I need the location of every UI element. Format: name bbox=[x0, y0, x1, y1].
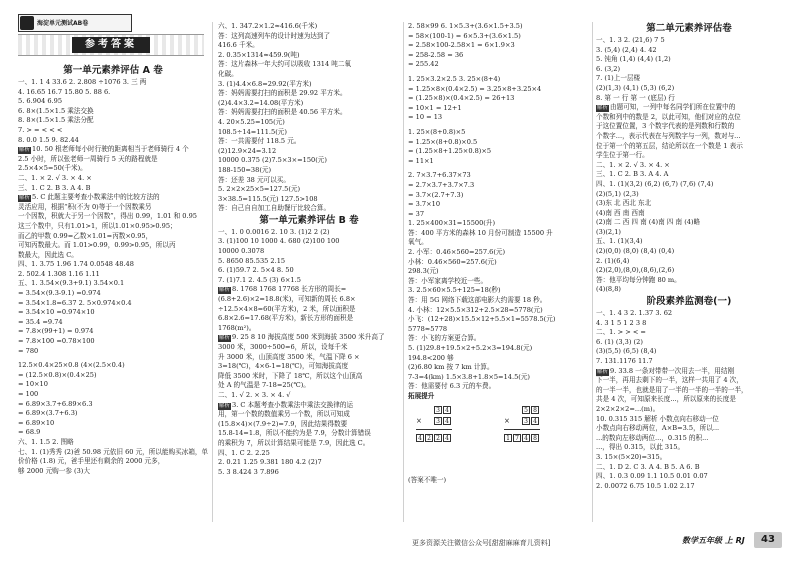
answer-line: 学生位于第一行。 bbox=[596, 151, 649, 160]
answer-line: 五、1. (1)(3,4) bbox=[596, 237, 643, 246]
answer-line: 188-150=38(元) bbox=[218, 165, 272, 174]
answer-text: 9. 33.8 一条对带带一次用去一半，用结刚 bbox=[610, 366, 735, 375]
answer-line: 一、1. 1 4 33.6 2. 2.808 ÷1076 3. 三 两 bbox=[18, 78, 147, 86]
answer-line: 七、1. (1)秀秀 (2)爸 50.98 元依旧 60 元，所以能购买冰箱，单 bbox=[18, 447, 208, 456]
answer-line: 可知丙数最大。而 1.01>0.99，0.99>0.95，所以丙 bbox=[18, 241, 176, 250]
answer-line: 2×2×2×2=...(m)。 bbox=[596, 404, 660, 413]
column-divider bbox=[403, 22, 404, 522]
answer-line: 五、1. 3.54×(9.3+9.1) 3.54×0.1 bbox=[18, 279, 125, 288]
puzzle-cell: 4 bbox=[416, 434, 424, 442]
answer-line: 10000 0.3078 bbox=[218, 247, 265, 256]
brand-name: 海淀单元测试AB卷 bbox=[37, 20, 89, 27]
answer-line: = (1.25×8+1.25×0.8)×5 bbox=[408, 147, 492, 156]
answer-line: = (1.25×8)×(0.4×2.5) = 26+13 bbox=[408, 94, 515, 103]
section-title: 第一单元素养评估 B 卷 bbox=[259, 214, 359, 226]
answer-line: 用，第一个数的数值乘另一个数，所以可知成 bbox=[218, 410, 350, 419]
answer-line: 四、1. 0.3 0.09 1.1 10.5 0.01 0.07 bbox=[596, 472, 708, 481]
answer-line: 3. (1)4.4×6.8=29.92(平方米) bbox=[218, 79, 312, 88]
puzzle-cell: 8 bbox=[531, 406, 539, 414]
answer-line: 416.6 千米。 bbox=[218, 41, 259, 50]
answer-line: 8. 8×(1.5×1.5 乘法分配 bbox=[18, 116, 94, 125]
answer-line: 5. (1)29.8+19.5×2+5.2×3=194.8(元) bbox=[408, 344, 533, 352]
answer-line: 答：这片森林一年大约可以吸收 1314 吨二氧 bbox=[218, 60, 352, 69]
answer-line: (2)(1,3) (4,1) (5,3) (6,2) bbox=[596, 83, 675, 92]
answer-line: = 3.54×1.8=6.37 2. 5×0.974×0.4 bbox=[18, 298, 132, 307]
answer-line: 1. 25×400×31=15500(升) bbox=[408, 219, 496, 228]
answer-line: 数最大，因此选 C。 bbox=[18, 250, 78, 259]
answer-line: = 7.8×(99+1) = 0.974 bbox=[18, 327, 94, 336]
answer-line: (2)(2,0),(8,0),(8,6),(2,6) bbox=[596, 266, 675, 275]
answer-line: 答：他平均每分钟跑 80 m。 bbox=[596, 275, 681, 284]
answer-line: 答：小飞的方案更合算。 bbox=[408, 334, 481, 343]
answer-line: 12.5×0.4×25×0.8 (4×(2.5×0.4) bbox=[18, 361, 125, 370]
answer-line: (3)(2,1) bbox=[596, 227, 621, 236]
answer-line: (2)(5,1) (2,3) bbox=[596, 189, 639, 198]
section-title: 第一单元素养评估 A 卷 bbox=[63, 65, 163, 76]
answer-line: 小林：0.46×560=257.6(元) bbox=[408, 257, 497, 266]
answer-line: 二、1. D 2. C 3. A 4. B 5. A 6. B bbox=[596, 462, 700, 471]
banner-title: 参考答案 bbox=[72, 37, 150, 53]
answer-line: 7-3=4(km) 1.5×3.8+1.8×5=14.5(元) bbox=[408, 372, 531, 381]
answer-line: 10. 0.315 315 解析 小数点向右移动一位 bbox=[596, 414, 719, 423]
answer-line: 2.5 小时，所以张老师一周骑行 5 天的路程就是 bbox=[18, 154, 158, 163]
answer-line: 二、1. √ 2. × 3. × 4. √ bbox=[218, 390, 291, 399]
answer-line: = 11×1 bbox=[408, 156, 434, 165]
answer-line: = 10×1 = 12+1 bbox=[408, 103, 462, 112]
answer-banner bbox=[18, 34, 204, 56]
puzzle-cell: 3 bbox=[522, 417, 530, 425]
column-1 bbox=[18, 64, 208, 476]
multiply-sign-icon: × bbox=[504, 416, 510, 425]
answer-line: = 68.9 bbox=[18, 428, 41, 437]
answer-line: 10000 0.375 (2)7.5×3×=150(元) bbox=[218, 156, 327, 165]
multiplication-puzzle bbox=[408, 404, 590, 476]
answer-line bbox=[18, 193, 208, 203]
answer-line: (2)4.4×3.2=14.08(平方米) bbox=[218, 98, 304, 107]
column-3 bbox=[408, 22, 590, 485]
answer-line: 四、1. C 2. 2.25 bbox=[218, 448, 270, 457]
puzzle-cell: 4 bbox=[443, 434, 451, 442]
answer-line: 4. 小林：12×5.5×312+2.5×28=5778(元) bbox=[408, 305, 543, 314]
answer-line: 二、1. × 2. √ 3. × 4. × bbox=[18, 173, 92, 182]
answer-line: 1. 25×3.2×2.5 3. 25×(8+4) bbox=[408, 74, 501, 83]
answer-line: 二、1. × 2. √ 3. × 4. × bbox=[596, 160, 670, 169]
puzzle-cell: 7 bbox=[513, 434, 521, 442]
puzzle-cell: 4 bbox=[531, 417, 539, 425]
answer-line: 四、1. (1)(3,2) (6,2) (6,7) (7,6) (7,4) bbox=[596, 179, 714, 188]
answer-line: 5. 8650 85.535 2.15 bbox=[218, 256, 286, 265]
answer-line: 一、1. 0 0.0016 2. 10 3. (1)2 2 (2) bbox=[218, 227, 330, 236]
analysis-tag: 解析 bbox=[219, 402, 231, 409]
column-divider bbox=[592, 22, 593, 522]
answer-line: 8. 0.0 1.5 9. 82.44 bbox=[18, 135, 79, 144]
answer-line: 3. (5,4) (2,4) 4. 42 bbox=[596, 45, 657, 54]
answer-line: 于这位置位置，3 个数字代表的是列数和行数的 bbox=[596, 122, 735, 131]
answer-line: 够 2000 元购一参 (3)大 bbox=[18, 466, 90, 475]
answer-line: 5. 钝角 (1,4) (4,4) (1,2) bbox=[596, 55, 671, 64]
answer-line: (2)12.9×24=3.12 bbox=[218, 146, 277, 155]
answer-line: 一个因数，积就大于另一个因数”，得出 0.99，1.01 和 0.95 bbox=[18, 212, 197, 221]
answer-line: (4)南 西 南 西南 bbox=[596, 208, 645, 217]
answer-line: 个数和列中的数是 2，以此可知，他们对应的点位 bbox=[596, 112, 741, 121]
puzzle-cell: 4 bbox=[522, 434, 530, 442]
section-title: 第二单元素养评估卷 bbox=[646, 23, 732, 34]
analysis-tag: 解析 bbox=[19, 147, 31, 154]
answer-line: 降低 3500 米时，下降了 18℃，所以这个山顶高 bbox=[218, 371, 363, 380]
answer-line: (3)东 北 西北 东北 bbox=[596, 199, 652, 208]
answer-line: 个数字...，表示代表在与列数字与一列，数对与... bbox=[596, 131, 741, 140]
answer-line: = 3.54×10 =0.974×10 bbox=[18, 308, 95, 317]
answer-line: 5. 6.904 6.95 bbox=[18, 97, 63, 106]
answer-line: 6. (1) (3,3) (2) bbox=[596, 337, 643, 346]
answer-line: = 258-2.58 = 36 bbox=[408, 50, 464, 59]
answer-line: = 3.7×(2.7+7.3) bbox=[408, 190, 464, 199]
answer-line: 升 3000 米，山顶高度 3500 米，气温下降 6 × bbox=[218, 352, 360, 361]
answer-line: 2. 502.4 1.308 1.16 1.11 bbox=[18, 269, 100, 278]
answer-line: 答：妈妈需要打扫的面积是 40.56 平方米。 bbox=[218, 108, 347, 117]
answer-line: 3000 米，3000÷500=6，所以，设每千米 bbox=[218, 343, 348, 351]
answer-line: 5. 2×2×25×5=127.5(元) bbox=[218, 185, 301, 194]
footer-notice: 更多资源关注微信公众号[甜甜麻麻育儿资料] bbox=[412, 539, 551, 547]
column-divider bbox=[212, 22, 213, 522]
sum-line bbox=[504, 429, 540, 430]
puzzle-cell: 8 bbox=[531, 434, 539, 442]
answer-line: 答：这列高速列车的设计时速为达到了 bbox=[218, 31, 331, 40]
answer-line: 小飞：(12+28)×15.5×12+5.5×1=5578.5(元) bbox=[408, 315, 556, 324]
answer-line: 1. 25×(8+0.8)×5 bbox=[408, 127, 466, 136]
answer-line: 二、1. > > < = bbox=[596, 328, 646, 337]
answer-text: 5. C 此题主要考查小数乘法中的比较方法的 bbox=[32, 193, 160, 202]
answer-line bbox=[218, 401, 400, 411]
puzzle-cell: 3 bbox=[434, 406, 442, 414]
answer-line: = 58×(100-1) = 6×5.3+(3.6×1.5) bbox=[408, 31, 521, 40]
answer-line: 氧气。 bbox=[408, 238, 428, 247]
answer-line: 六、1. 347.2×1.2≈416.6(千米) bbox=[218, 22, 318, 30]
answer-line: 3. (1)100 10 1000 4. 680 (2)100 100 bbox=[218, 237, 340, 246]
column-2 bbox=[218, 22, 400, 477]
answer-line: 108.5÷14=111.5(元) bbox=[218, 127, 287, 136]
answer-line: 4. 20×5.25=105(元) bbox=[218, 117, 285, 126]
answer-line: (答案不唯一) bbox=[408, 475, 447, 484]
answer-line: (15.8×4)×(7.9÷2)=7.9，因此结果得数要 bbox=[218, 419, 348, 428]
answer-line: 194.8<200 够 bbox=[408, 353, 454, 362]
answer-line: 三、1. C 2. B 3. A 4. B bbox=[18, 183, 91, 192]
answer-line: = 2.7×3.7+3.7×7.3 bbox=[408, 180, 475, 189]
answer-line: 位于第一个的第五层，结论所以在一个数是 1 表示 bbox=[596, 141, 743, 150]
answer-line: = 3.54×(9.3-9.1) =0.974 bbox=[18, 289, 101, 298]
answer-line: 2. 小军：0.46×560=257.6(元) bbox=[408, 248, 506, 257]
brand-logo-icon bbox=[20, 16, 34, 30]
answer-text: 10. 50 根老师每小时行驶的距离相当于老师骑行 4 个 bbox=[32, 145, 189, 154]
column-4 bbox=[596, 22, 782, 491]
answer-line: 的一半一半，也就是用了一半的一半的一半的一半， bbox=[596, 385, 748, 394]
page-number: 43 bbox=[754, 532, 782, 548]
answer-line: 7. (1)上一层楼 bbox=[596, 74, 641, 83]
answer-line: 答：自己自自加工自助餐厅比较合算。 bbox=[218, 204, 331, 213]
puzzle-cell: 4 bbox=[443, 406, 451, 414]
answer-line: = 100 bbox=[18, 390, 39, 398]
answer-line: 一、1. 3 2. (21,6) 7 5 bbox=[596, 36, 665, 44]
analysis-tag: 解析 bbox=[219, 287, 231, 294]
answer-line: = 780 bbox=[18, 346, 39, 355]
answer-line: 4. 16.65 16.7 15.80 5. 88 6. bbox=[18, 87, 111, 96]
answer-line: 灵活应用，根据“积(不为 0)等于一个因数乘另 bbox=[18, 202, 152, 211]
answer-line: 2. 0.35×1314≈459.9(吨) bbox=[218, 50, 300, 59]
answer-line: 3=18(℃)，4×6-1=18(℃)，可知海拔高度 bbox=[218, 362, 349, 371]
answer-line: = 7.8×100 =0.78×100 bbox=[18, 337, 95, 346]
analysis-tag: 解析 bbox=[219, 335, 231, 342]
answer-line: = 37 bbox=[408, 209, 425, 218]
answer-line: = 6.89×(3.7+6.3) bbox=[18, 409, 78, 418]
answer-line: 2. 58×99 6. 1×5.3+(3.6×1.5+3.5) bbox=[408, 22, 523, 30]
answer-line bbox=[218, 333, 400, 343]
answer-line: (4)(8,8) bbox=[596, 285, 621, 294]
answer-line: (2)(0,0) (8,0) (8,4) (0,4) bbox=[596, 247, 675, 256]
answer-line: = 6.89×3.7+6.89×6.3 bbox=[18, 399, 93, 408]
answer-text: 8. 1768 1768 17768 长方形的周长= bbox=[232, 285, 347, 294]
answer-line: 答：用 5G 网络下载这部电影大约需要 18 秒。 bbox=[408, 296, 547, 305]
puzzle-cell: 5 bbox=[522, 406, 530, 414]
answer-line: 4. 3 1 5 1 2 3 8 bbox=[596, 318, 647, 327]
answer-line: 5. 3 8.424 3 7.896 bbox=[218, 467, 279, 476]
answer-line: 共是 4 次，可知原来长度...，所以原来的长度是 bbox=[596, 395, 736, 404]
answer-line: 3. 2.5×60×5.5+125=18(秒) bbox=[408, 286, 501, 295]
answer-line: 8. 第 一 行 第 一 (底层) 行 bbox=[596, 93, 675, 102]
answer-line: 6.8×2.6=17.68(平方米)，新长方形的面积是 bbox=[218, 314, 354, 323]
answer-line: 答：一共需要付 118.5 元。 bbox=[218, 137, 301, 146]
answer-line: 6. (3,2) bbox=[596, 64, 621, 73]
puzzle-cell: 2 bbox=[425, 434, 433, 442]
answer-line: 1768(m²)。 bbox=[218, 323, 256, 332]
answer-line: = 35.4 =9.74 bbox=[18, 317, 63, 326]
answer-line: 答：他需要付 6.3 元的车费。 bbox=[408, 382, 496, 391]
answer-line: 5778≈5778 bbox=[408, 324, 448, 333]
sum-line bbox=[416, 429, 452, 430]
answer-line: 7. > = < < < bbox=[18, 125, 63, 134]
answer-line: = 10 = 13 bbox=[408, 113, 443, 122]
answer-line: 答：还差 38 元可以买。 bbox=[218, 175, 290, 184]
answer-line: 这三个数中，只有1.01>1，所以1.01×0.95>0.95； bbox=[18, 221, 177, 230]
answer-line: = 6.89×10 bbox=[18, 418, 55, 427]
answer-line: = 255.42 bbox=[408, 60, 439, 69]
footer-label: 数学五年级 上 RJ bbox=[682, 536, 745, 545]
answer-line: 三、1. C 2. B 3. A 4. A bbox=[596, 170, 669, 179]
answer-text: 9. 25 8 10 海拔高度 500 米到海拔 3500 米升高了 bbox=[232, 333, 385, 342]
puzzle-cell: 3 bbox=[434, 417, 442, 425]
answer-line: 7. 131.1176 11.7 bbox=[596, 357, 653, 365]
answer-line: (3)(5,5) (6,5) (8,4) bbox=[596, 347, 657, 356]
multiply-sign-icon: × bbox=[416, 416, 422, 425]
answer-line bbox=[18, 145, 208, 155]
answer-line: (2)南 二 西 四 南 (4)南 四 南 (4)略 bbox=[596, 218, 701, 227]
answer-line: = 1.25×(8+0.8)×0.5 bbox=[408, 137, 478, 146]
answer-line: (2)6.80 km 按 7 km 计算。 bbox=[408, 363, 494, 372]
answer-line: 7. (1)7.1 2. 4.5 (3) 6×1.5 bbox=[218, 275, 301, 284]
answer-line: (6.8+2.6)×2=18.8(米)，可知新的周长 6.8× bbox=[218, 295, 356, 304]
answer-line: = 1.25×8×(0.4×2.5) = 3.25×8+3.25×4 bbox=[408, 84, 542, 93]
analysis-tag: 解析 bbox=[19, 195, 31, 202]
answer-line: 价价格 (1.8) 元，爸手里还有剩余的 2000 元多， bbox=[18, 457, 165, 466]
answer-line: 6. 8×(1.5×1.5 乘法交换 bbox=[18, 106, 94, 115]
answer-line: ÷12.5×4×8=60(平方米)，2 米，所以面积是 bbox=[218, 304, 356, 313]
subsection-title: 拓展提升 bbox=[408, 391, 435, 400]
analysis-tag: 解析 bbox=[597, 105, 609, 112]
answer-line: 六、1. 1.5 2. 图略 bbox=[18, 437, 74, 446]
answer-line: = (12.5×0.8)×(0.4×25) bbox=[18, 370, 97, 379]
answer-line: 15.8-14=1.8，所以不能约为是 7.9，分数计算错误 bbox=[218, 429, 371, 438]
section-title: 阶段素养监测卷(一) bbox=[646, 296, 732, 308]
answer-line: 处 A 的气温是 7-18=25(℃)。 bbox=[218, 381, 310, 390]
answer-line: 化碳。 bbox=[218, 69, 238, 78]
answer-line: 3. 15×(5×20)=315。 bbox=[596, 452, 667, 461]
answer-line: = 2.58×100-2.58×1 = 6×1.9×3 bbox=[408, 41, 515, 50]
puzzle-cell: 1 bbox=[504, 434, 512, 442]
answer-line: 下一半，再用去剩下的一半，这样一共用了 4 次， bbox=[596, 376, 743, 385]
answer-line: 四、1. 3.75 1.96 1.74 0.0548 48.48 bbox=[18, 260, 134, 269]
answer-line: = 10×10 bbox=[18, 380, 48, 389]
answer-line bbox=[596, 103, 782, 113]
answer-line: 2. 0.21 1.25 9.381 180 4.2 (2)7 bbox=[218, 458, 322, 467]
answer-line: 6. (1)59.7 2. 5×4 8. 50 bbox=[218, 266, 294, 275]
answer-line: ...，得出 0.315，以此 315。 bbox=[596, 443, 685, 452]
answer-line: 2. (1)(6,4) bbox=[596, 256, 630, 265]
answer-line bbox=[218, 285, 400, 295]
answer-line: 答：小军家离学校近一些。 bbox=[408, 276, 488, 285]
brand-header bbox=[18, 14, 132, 32]
answer-line: 3×38.5=115.5(元) 127.5>108 bbox=[218, 194, 318, 203]
answer-line: 2. 0.0072 6.75 10.5 1.02 2.17 bbox=[596, 481, 695, 490]
answer-line: 答：400 平方米的森林 10 月份可制造 15500 升 bbox=[408, 228, 553, 237]
answer-line: 2.5×4×5=50(千米)。 bbox=[18, 164, 87, 173]
answer-line: 小数点向右移动两位，A×B=3.5，所以... bbox=[596, 424, 720, 433]
answer-line: 2. 7×3.7+6.37×73 bbox=[408, 171, 471, 180]
answer-text: 3. C 本题考查小数乘法中乘法交换律的运 bbox=[232, 400, 354, 409]
puzzle-cell: 2 bbox=[434, 434, 442, 442]
answer-line: 答：妈妈需要打扫的面积是 29.92 平方米。 bbox=[218, 89, 347, 98]
answer-line: ...的数向左移动两位...，0.315 的积... bbox=[596, 433, 709, 442]
answer-line: 而乙的甲数 0.99=乙数×1.01=丙数×0.95， bbox=[18, 231, 153, 240]
answer-line: = 3.7×10 bbox=[408, 200, 441, 209]
answer-line: 一、1. 4 3 2. 1.37 3. 62 bbox=[596, 309, 673, 318]
answer-line bbox=[596, 367, 782, 377]
analysis-tag: 解析 bbox=[597, 368, 609, 375]
answer-text: 由题可知，一列中每名同学们所在位置中的 bbox=[610, 103, 736, 112]
answer-line: 的乘积为 7，所以计算结果可能是 7.9，因此选 C。 bbox=[218, 438, 370, 447]
answer-line: 298.3(元) bbox=[408, 267, 439, 276]
puzzle-cell: 4 bbox=[443, 417, 451, 425]
